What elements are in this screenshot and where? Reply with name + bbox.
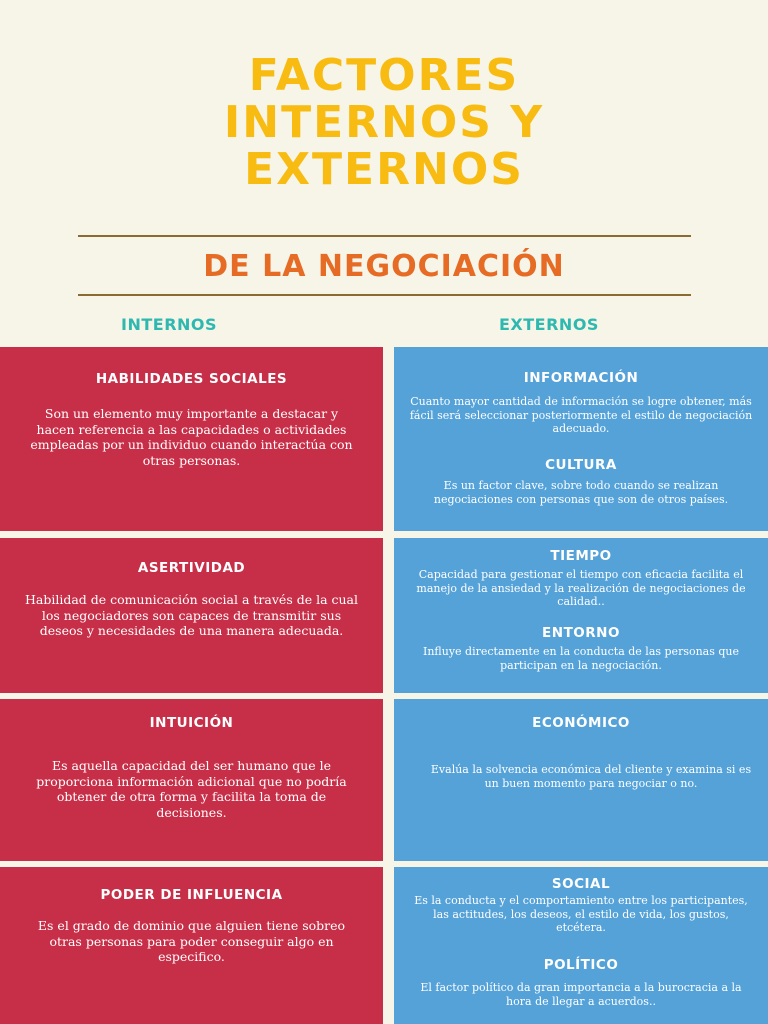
card-title: POLÍTICO [543, 957, 619, 973]
card-text: Cuanto mayor cantidad de información se logre obtener, más fácil será seleccionar posteriormente el estilo de negociación adecuado. [409, 395, 753, 435]
divider-top [78, 235, 691, 237]
externos-card [394, 699, 768, 861]
card-text: Es un factor clave, sobre todo cuando se realizan negociaciones con personas que son de otros países. [433, 479, 729, 506]
card-title: ECONÓMICO [532, 715, 630, 731]
card-title: INFORMACIÓN [523, 370, 639, 386]
externos-card [394, 867, 768, 1024]
internos-card [0, 699, 383, 861]
column-heading-internos: INTERNOS [121, 315, 218, 334]
title-line-1: FACTORES [248, 50, 520, 101]
card-title: SOCIAL [551, 876, 611, 892]
externos-card [394, 538, 768, 693]
page-title [0, 52, 768, 193]
card-text: Es el grado de dominio que alguien tiene sobreo otras personas para poder conseguir algo en especifico. [37, 918, 346, 964]
internos-card [0, 538, 383, 693]
divider-bottom [78, 294, 691, 296]
card-text: Capacidad para gestionar el tiempo con eficacia facilita el manejo de la ansiedad y la realización de negociaciones de calidad.. [416, 568, 746, 608]
card-text: Evalúa la solvencia económica del cliente y examina si es un buen momento para negociar o no. [430, 763, 752, 790]
card-title: ENTORNO [542, 625, 620, 641]
internos-card [0, 867, 383, 1024]
card-title: CULTURA [545, 457, 617, 473]
card-text: Habilidad de comunicación social a través de la cual los negociadores son capaces de transmitir sus deseos y necesidades de una manera adecuada. [24, 592, 358, 638]
card-title: ASERTIVIDAD [137, 560, 246, 576]
card-text: Es la conducta y el comportamiento entre los participantes, las actitudes, los deseos, el estilo de vida, los gustos, etcétera. [414, 894, 748, 934]
title-line-3: EXTERNOS [244, 144, 524, 195]
card-text: El factor político da gran importancia a la burocracia a la hora de llegar a acuerdos.. [420, 981, 742, 1008]
card-title: INTUICIÓN [149, 715, 234, 731]
card-text: Es aquella capacidad del ser humano que le proporciona información adicional que no podría obtener de otra forma y facilita la toma de decisiones. [36, 758, 347, 820]
title-line-2: INTERNOS Y [223, 97, 545, 148]
card-title: HABILIDADES SOCIALES [95, 371, 288, 387]
externos-card [394, 347, 768, 531]
card-text: Influye directamente en la conducta de las personas que participan en la negociación. [422, 645, 740, 672]
card-title: PODER DE INFLUENCIA [100, 887, 283, 903]
card-title: TIEMPO [550, 548, 612, 564]
page-subtitle: DE LA NEGOCIACIÓN [203, 249, 565, 284]
card-text: Son un elemento muy importante a destacar y hacen referencia a las capacidades o actividades empleadas por un individuo cuando interactúa con otras personas. [30, 406, 353, 468]
internos-card [0, 347, 383, 531]
column-heading-externos: EXTERNOS [499, 315, 599, 334]
